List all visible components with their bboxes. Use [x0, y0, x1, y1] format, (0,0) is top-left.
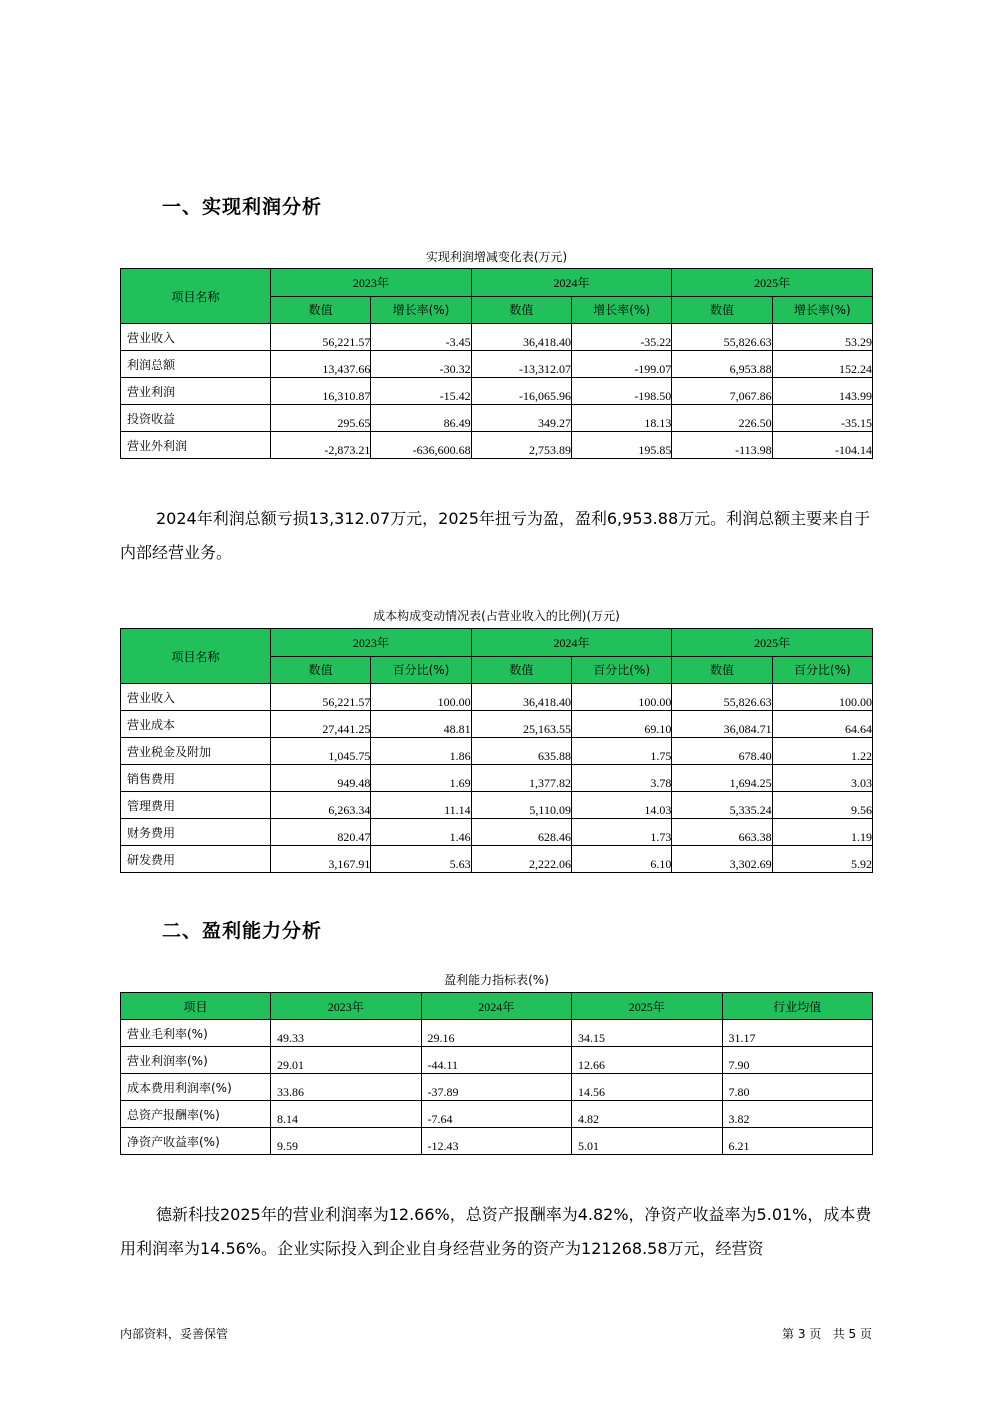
table-cell: 1.22: [772, 738, 872, 765]
year-header-2025: 2025年: [672, 629, 873, 657]
table-cell: 2,222.06: [471, 846, 571, 873]
table-cell: 29.01: [271, 1047, 422, 1074]
table-cell: 2,753.89: [471, 432, 571, 459]
table-cell: 11.14: [371, 792, 471, 819]
row-label: 营业利润: [121, 378, 271, 405]
sub-header-pct: 百分比(%): [772, 656, 872, 684]
table-cell: 1.73: [571, 819, 671, 846]
table-cell: 1.19: [772, 819, 872, 846]
col-header-item: 项目: [121, 993, 271, 1020]
sub-header-value: 数值: [672, 656, 772, 684]
row-label: 营业税金及附加: [121, 738, 271, 765]
table-cell: 820.47: [271, 819, 371, 846]
table-cell: 6.10: [571, 846, 671, 873]
table-cell: 100.00: [571, 684, 671, 711]
cost-structure-table: [120, 628, 873, 873]
col-header-industry-avg: 行业均值: [722, 993, 873, 1020]
table-cell: 5.01: [572, 1128, 723, 1155]
table-cell: 56,221.57: [271, 684, 371, 711]
table-cell: 678.40: [672, 738, 772, 765]
table-cell: 6.21: [722, 1128, 873, 1155]
table-cell: -35.22: [571, 324, 671, 351]
year-header-2024: 2024年: [471, 629, 672, 657]
row-label: 营业外利润: [121, 432, 271, 459]
profit-table-caption: 实现利润增减变化表(万元): [425, 250, 568, 264]
table-cell: 14.03: [571, 792, 671, 819]
table-cell: 27,441.25: [271, 711, 371, 738]
col-item-header: 项目名称: [121, 629, 271, 684]
footer-page-number: 第 3 页 共 5 页: [782, 1327, 872, 1341]
sub-header-growth: 增长率(%): [371, 296, 471, 324]
table-cell: -44.11: [421, 1047, 572, 1074]
table-cell: 4.82: [572, 1101, 723, 1128]
table-row: [121, 324, 873, 351]
table-cell: -37.89: [421, 1074, 572, 1101]
table-cell: 5.63: [371, 846, 471, 873]
table-cell: -13,312.07: [471, 351, 571, 378]
table-cell: 25,163.55: [471, 711, 571, 738]
table-cell: 33.86: [271, 1074, 422, 1101]
ratio-table-caption: 盈利能力指标表(%): [444, 973, 549, 987]
row-label: 成本费用利润率(%): [121, 1074, 271, 1101]
table-cell: 349.27: [471, 405, 571, 432]
table-cell: 31.17: [722, 1020, 873, 1047]
table-cell: 9.59: [271, 1128, 422, 1155]
table-cell: 663.38: [672, 819, 772, 846]
row-label: 营业收入: [121, 324, 271, 351]
table-row: [121, 711, 873, 738]
row-label: 营业利润率(%): [121, 1047, 271, 1074]
table-cell: -2,873.21: [271, 432, 371, 459]
row-label: 净资产收益率(%): [121, 1128, 271, 1155]
table-row: [121, 738, 873, 765]
table-cell: 13,437.66: [271, 351, 371, 378]
table-cell: 49.33: [271, 1020, 422, 1047]
year-header-2023: 2023年: [271, 269, 472, 297]
table-row: [121, 432, 873, 459]
table-row: [121, 819, 873, 846]
table-cell: 9.56: [772, 792, 872, 819]
year-header-2023: 2023年: [271, 629, 472, 657]
table-cell: 56,221.57: [271, 324, 371, 351]
table-row: [121, 1020, 873, 1047]
row-label: 营业成本: [121, 711, 271, 738]
table-cell: 7.90: [722, 1047, 873, 1074]
sub-header-pct: 百分比(%): [571, 656, 671, 684]
table-cell: 12.66: [572, 1047, 723, 1074]
table-row: [121, 405, 873, 432]
table-cell: 6,953.88: [672, 351, 772, 378]
sub-header-value: 数值: [471, 296, 571, 324]
table-cell: 5,110.09: [471, 792, 571, 819]
table-cell: 64.64: [772, 711, 872, 738]
row-label: 营业毛利率(%): [121, 1020, 271, 1047]
table-row: [121, 378, 873, 405]
profit-change-table: [120, 268, 873, 459]
table-row: [121, 1074, 873, 1101]
table-row: [121, 1101, 873, 1128]
table-cell: -104.14: [772, 432, 872, 459]
table-cell: 3.03: [772, 765, 872, 792]
table-row: [121, 846, 873, 873]
table-cell: 29.16: [421, 1020, 572, 1047]
table-cell: 16,310.87: [271, 378, 371, 405]
table-cell: -199.07: [571, 351, 671, 378]
table-cell: 1,045.75: [271, 738, 371, 765]
profitability-paragraph: [120, 1198, 882, 1266]
table-cell: 3.82: [722, 1101, 873, 1128]
col-header-2025: 2025年: [572, 993, 723, 1020]
sub-header-value: 数值: [471, 656, 571, 684]
table-cell: 226.50: [672, 405, 772, 432]
profitability-paragraph-text: 德新科技2025年的营业利润率为12.66%，总资产报酬率为4.82%，净资产收益率为5.01%，成本费用利润率为14.56%。企业实际投入到企业自身经营业务的资产为121268.58万元，经营资: [120, 1205, 872, 1258]
table-cell: 3.78: [571, 765, 671, 792]
row-label: 投资收益: [121, 405, 271, 432]
table-cell: 100.00: [772, 684, 872, 711]
year-header-2024: 2024年: [471, 269, 672, 297]
table-row: [121, 765, 873, 792]
table-cell: 14.56: [572, 1074, 723, 1101]
section1-heading: 一、实现利润分析: [162, 196, 323, 218]
table-cell: 949.48: [271, 765, 371, 792]
table-cell: -7.64: [421, 1101, 572, 1128]
sub-header-pct: 百分比(%): [371, 656, 471, 684]
table-cell: 7.80: [722, 1074, 873, 1101]
table-cell: 635.88: [471, 738, 571, 765]
profit-paragraph-text: 2024年利润总额亏损13,312.07万元，2025年扭亏为盈，盈利6,953.88万元。利润总额主要来自于内部经营业务。: [120, 509, 871, 562]
table-cell: 5.92: [772, 846, 872, 873]
table-cell: -15.42: [371, 378, 471, 405]
sub-header-value: 数值: [271, 656, 371, 684]
sub-header-growth: 增长率(%): [571, 296, 671, 324]
table-cell: 55,826.63: [672, 324, 772, 351]
table-cell: 100.00: [371, 684, 471, 711]
row-label: 营业收入: [121, 684, 271, 711]
col-item-header: 项目名称: [121, 269, 271, 324]
table-cell: 195.85: [571, 432, 671, 459]
table-cell: 1.86: [371, 738, 471, 765]
table-cell: -113.98: [672, 432, 772, 459]
table-cell: 69.10: [571, 711, 671, 738]
table-row: [121, 1128, 873, 1155]
sub-header-value: 数值: [271, 296, 371, 324]
table-cell: 8.14: [271, 1101, 422, 1128]
table-cell: -30.32: [371, 351, 471, 378]
footer-left: 内部资料，妥善保管: [120, 1327, 229, 1341]
table-cell: 628.46: [471, 819, 571, 846]
sub-header-growth: 增长率(%): [772, 296, 872, 324]
table-row: [121, 351, 873, 378]
table-cell: 36,418.40: [471, 324, 571, 351]
table-row: [121, 792, 873, 819]
table-row: [121, 684, 873, 711]
table-cell: 152.24: [772, 351, 872, 378]
profit-paragraph: [120, 502, 882, 570]
table-cell: -3.45: [371, 324, 471, 351]
row-label: 管理费用: [121, 792, 271, 819]
table-cell: 1.46: [371, 819, 471, 846]
row-label: 财务费用: [121, 819, 271, 846]
table-cell: -12.43: [421, 1128, 572, 1155]
table-cell: -35.15: [772, 405, 872, 432]
table-cell: 36,084.71: [672, 711, 772, 738]
table-cell: 55,826.63: [672, 684, 772, 711]
row-label: 销售费用: [121, 765, 271, 792]
table-cell: 6,263.34: [271, 792, 371, 819]
table-cell: 18.13: [571, 405, 671, 432]
table-cell: 5,335.24: [672, 792, 772, 819]
table-cell: 1,377.82: [471, 765, 571, 792]
table-cell: 86.49: [371, 405, 471, 432]
section2-heading: 二、盈利能力分析: [162, 920, 323, 942]
table-cell: 48.81: [371, 711, 471, 738]
table-cell: 143.99: [772, 378, 872, 405]
row-label: 利润总额: [121, 351, 271, 378]
table-cell: -16,065.96: [471, 378, 571, 405]
table-cell: 1,694.25: [672, 765, 772, 792]
table-cell: -198.50: [571, 378, 671, 405]
row-label: 总资产报酬率(%): [121, 1101, 271, 1128]
table-cell: 7,067.86: [672, 378, 772, 405]
table-cell: 36,418.40: [471, 684, 571, 711]
profitability-table: [120, 992, 873, 1155]
year-header-2025: 2025年: [672, 269, 873, 297]
table-cell: 34.15: [572, 1020, 723, 1047]
table-cell: 1.75: [571, 738, 671, 765]
table-cell: 3,167.91: [271, 846, 371, 873]
table-row: [121, 1047, 873, 1074]
col-header-2024: 2024年: [421, 993, 572, 1020]
table-cell: 1.69: [371, 765, 471, 792]
cost-table-caption: 成本构成变动情况表(占营业收入的比例)(万元): [373, 609, 620, 623]
table-cell: 53.29: [772, 324, 872, 351]
col-header-2023: 2023年: [271, 993, 422, 1020]
row-label: 研发费用: [121, 846, 271, 873]
table-cell: -636,600.68: [371, 432, 471, 459]
sub-header-value: 数值: [672, 296, 772, 324]
table-cell: 295.65: [271, 405, 371, 432]
table-cell: 3,302.69: [672, 846, 772, 873]
